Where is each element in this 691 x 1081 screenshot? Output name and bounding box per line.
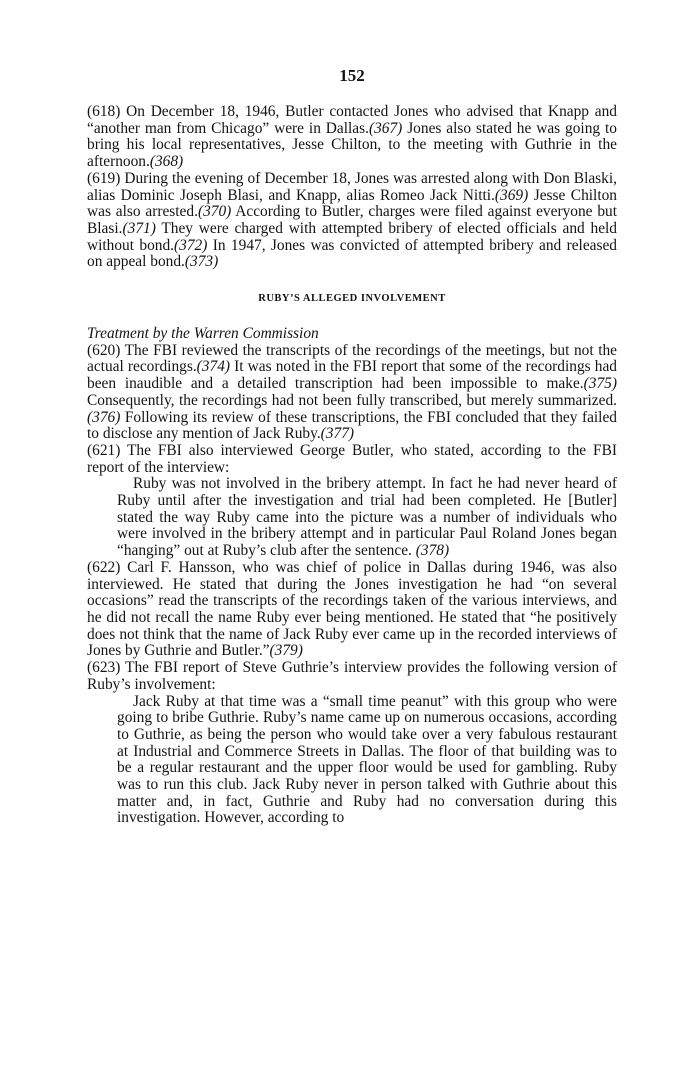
footnote-ref: (378) <box>415 542 450 560</box>
footnote-ref: (369) <box>494 186 529 204</box>
footnote-ref: (370) <box>197 203 232 221</box>
block-quote-guthrie: Jack Ruby at that time was a “small time peanut” with this group who were going to bribe Guthrie. Ruby’s name came up on numerous occasions, according to Guthrie, as being the person who would take over a very fabulous restaurant at Industrial and Commerce Streets in Dallas. The floor of that building was to be a regular restaurant and the upper floor would be used for gambling. Ruby was to run this club. Jack Ruby never in person talked with Guthrie about this matter and, in fact, Guthrie and Ruby had no conversation during this investigation. However, according to <box>117 692 617 827</box>
footnote-ref: (372) <box>174 236 208 254</box>
footnote-ref: (367) <box>368 119 403 137</box>
paragraph-618: (618) On December 18, 1946, Butler contacted Jones who advised that Knapp and “another man from Chicago” were in Dallas.(367) Jones also stated he was going to bring his local representatives, Jesse Chilton, to the meeting with Guthrie in the afternoon.(368) <box>87 103 617 171</box>
paragraph-623: (623) The FBI report of Steve Guthrie’s interview provides the following version of Ruby’s involvement: <box>87 659 617 693</box>
footnote-ref: (376) <box>87 408 121 426</box>
footnote-ref: (374) <box>196 358 231 376</box>
footnote-ref: (375) <box>583 375 617 393</box>
footnote-ref: (379) <box>269 642 303 660</box>
page-number: 152 <box>339 66 365 85</box>
paragraph-621: (621) The FBI also interviewed George Butler, who stated, according to the FBI report of the interview: <box>87 441 617 476</box>
paragraph-620: (620) The FBI reviewed the transcripts of the recordings of the meetings, but not the actual recordings.(374) It was noted in the FBI report that some of the recordings had been inaudible and a detailed transcription had been impossible to make.(375) Consequently, the recordings had not been fully transcribed, but merely summarized.(376) Following its review of these transcriptions, the FBI concluded that they failed to disclose any mention of Jack Ruby.(377) <box>87 341 617 443</box>
subheading: Treatment by the Warren Commission <box>87 325 319 343</box>
footnote-ref: (373) <box>184 253 219 271</box>
section-heading: RUBY’S ALLEGED INVOLVEMENT <box>258 293 446 305</box>
paragraph-622: (622) Carl F. Hansson, who was chief of police in Dallas during 1946, was also interviewed. He stated that during the Jones investigation he had “on several occasions” read the transcripts of the recordings taken of the various interviews, and he did not recall the name Ruby ever being mentioned. He stated that “he positively does not think that the name of Jack Ruby ever came up in the recorded interviews of Jones by Guthrie and Butler.”(379) <box>87 558 617 660</box>
block-quote-butler: Ruby was not involved in the bribery attempt. In fact he had never heard of Ruby until after the investigation and trial had been completed. He [Butler] stated the way Ruby came into the picture was a number of individuals who were involved in the bribery attempt and in particular Paul Roland Jones began “hanging” out at Ruby’s club after the sentence. (378) <box>117 475 617 560</box>
footnote-ref: (368) <box>149 153 184 171</box>
paragraph-619: (619) During the evening of December 18, Jones was arrested along with Don Blaski, alias Dominic Joseph Blasi, and Knapp, alias Romeo Jack Nitti.(369) Jesse Chilton was also arrested.(370) According to Butler, charges were filed against everyone but Blasi.(371) They were charged with attempted bribery of elected officials and held without bond.(372) In 1947, Jones was convicted of attempted bribery and released on appeal bond.(373) <box>87 169 617 271</box>
footnote-ref: (371) <box>122 219 156 237</box>
footnote-ref: (377) <box>320 425 355 443</box>
